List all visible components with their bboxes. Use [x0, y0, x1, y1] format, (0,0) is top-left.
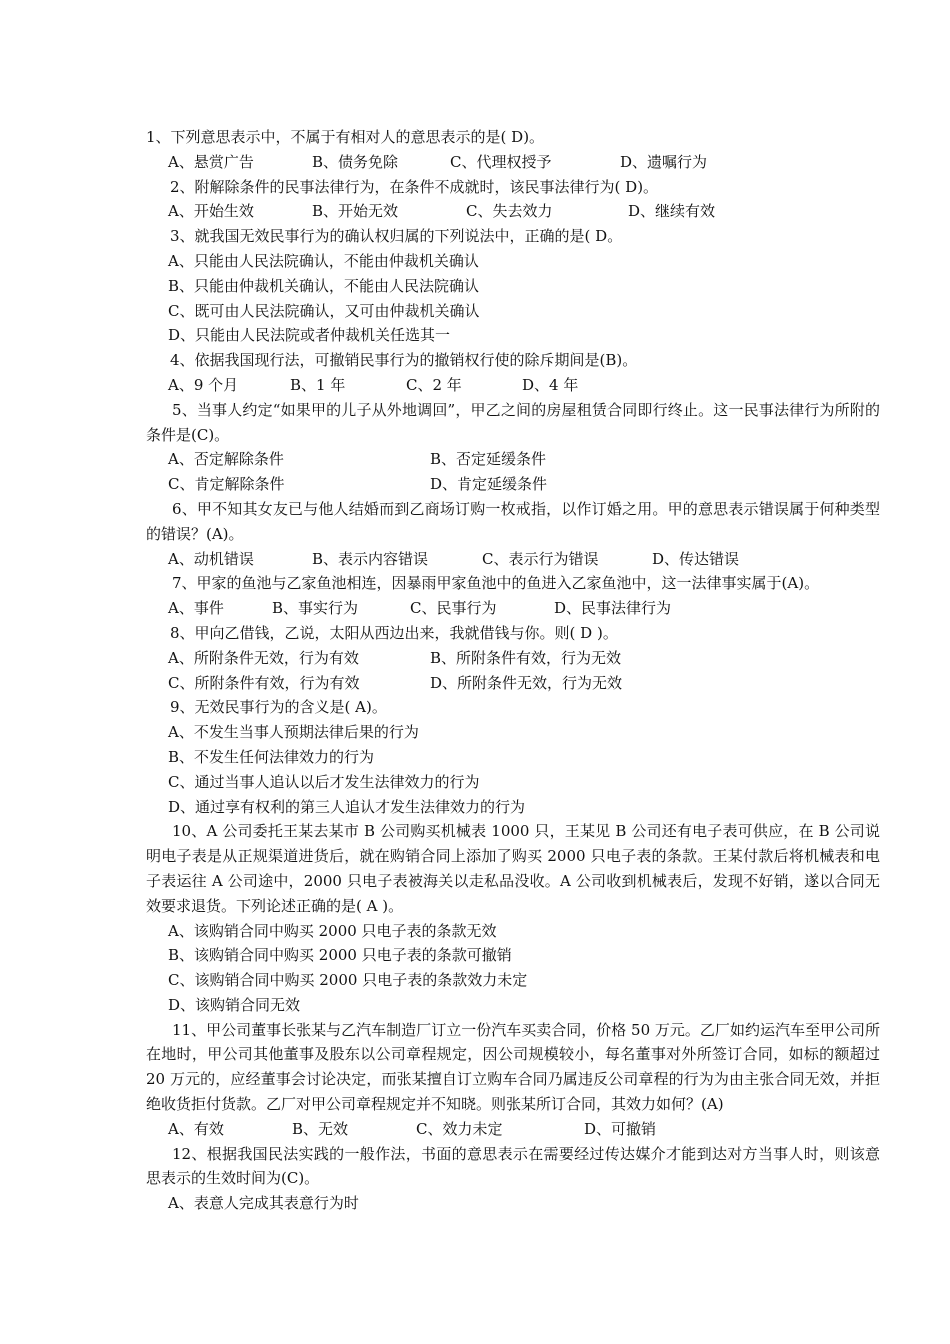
options-row-6	[146, 547, 880, 572]
option-d: D、4 年	[522, 375, 579, 394]
options-row-1	[146, 150, 880, 175]
option-c: C、2 年	[406, 375, 462, 394]
options-row-4	[146, 373, 880, 398]
option-c: C、该购销合同中购买 2000 只电子表的条款效力未定	[168, 971, 528, 990]
option-c: C、通过当事人追认以后才发生法律效力的行为	[168, 772, 480, 791]
option-b: B、表示内容错误	[312, 549, 429, 568]
option-a: A、开始生效	[168, 202, 254, 221]
option-a: A、动机错误	[168, 549, 254, 568]
option-c: C、表示行为错误	[482, 549, 599, 568]
option-a: A、所附条件无效，行为有效	[168, 648, 359, 667]
option-b: B、不发生任何法律效力的行为	[168, 747, 375, 766]
option-a: A、有效	[168, 1119, 224, 1138]
option-a: A、不发生当事人预期法律后果的行为	[168, 723, 419, 742]
options-row-5a	[146, 447, 880, 472]
options-row-11	[146, 1117, 880, 1142]
question-10: 10、A 公司委托王某去某市 B 公司购买机械表 1000 只，王某见 B 公司还有电子表可供应，在 B 公司说明电子表是从正规渠道进货后，就在购销合同上添加了购买 2000 只电子表的条款。王某付款后将机械表和电子表运往 A 公司途中，2000 只电子表被海关以走私品没收。A 公司收到机械表后，发现不好销，遂以合同无效要求退货。下列论述正确的是( A )。	[146, 822, 880, 915]
option-a: A、表意人完成其表意行为时	[168, 1194, 359, 1213]
option-d: D、遗嘱行为	[620, 152, 708, 171]
option-d: D、所附条件无效，行为无效	[430, 673, 623, 692]
option-c: C、既可由人民法院确认，又可由仲裁机关确认	[168, 301, 480, 320]
option-c: C、效力未定	[416, 1119, 503, 1138]
option-c: C、肯定解除条件	[168, 475, 285, 494]
options-row-8a	[146, 646, 880, 671]
question-12: 12、根据我国民法实践的一般作法，书面的意思表示在需要经过传达媒介才能到达对方当事人时，则该意思表示的生效时间为(C)。	[146, 1144, 880, 1188]
option-d: D、只能由人民法院或者仲裁机关任选其一	[168, 326, 451, 345]
question-9: 9、无效民事行为的含义是( A)。	[170, 698, 387, 717]
question-7: 7、甲家的鱼池与乙家鱼池相连，因暴雨甲家鱼池中的鱼进入乙家鱼池中，这一法律事实属于(A)。	[172, 574, 820, 593]
question-11: 11、甲公司董事长张某与乙汽车制造厂订立一份汽车买卖合同，价格 50 万元。乙厂如约运汽车至甲公司所在地时，甲公司其他董事及股东以公司章程规定，因公司规模较小，每名董事对外所签订合同，如标的额超过 20 万元的，应经董事会讨论决定，而张某擅自订立购车合同乃属违反公司章程的行为为由主张合同无效，并拒绝收货拒付货款。乙厂对甲公司章程规定并不知晓。则张某所订合同，其效力如何？(A)	[146, 1020, 880, 1114]
option-d: D、民事法律行为	[554, 599, 672, 618]
option-d: D、可撤销	[584, 1119, 657, 1138]
option-a: A、悬赏广告	[168, 152, 254, 171]
option-b: B、只能由仲裁机关确认，不能由人民法院确认	[168, 276, 480, 295]
options-row-2	[146, 199, 880, 224]
question-8: 8、甲向乙借钱，乙说，太阳从西边出来，我就借钱与你。则( D )。	[170, 623, 618, 642]
option-d: D、肯定延缓条件	[430, 475, 548, 494]
option-c: C、所附条件有效，行为有效	[168, 673, 360, 692]
question-2: 2、附解除条件的民事法律行为，在条件不成就时，该民事法律行为( D)。	[170, 177, 659, 196]
option-b: B、事实行为	[272, 599, 359, 618]
option-a: A、该购销合同中购买 2000 只电子表的条款无效	[168, 921, 497, 940]
options-row-5b	[146, 472, 880, 497]
option-b: B、1 年	[290, 375, 346, 394]
question-5: 5、当事人约定“如果甲的儿子从外地调回”，甲乙之间的房屋租赁合同即行终止。这一民事法律行为所附的条件是(C)。	[146, 400, 880, 444]
question-4: 4、依据我国现行法，可撤销民事行为的撤销权行使的除斥期间是(B)。	[170, 351, 638, 370]
options-row-8b	[146, 671, 880, 696]
option-d: D、传达错误	[652, 549, 740, 568]
option-d: D、该购销合同无效	[168, 995, 301, 1014]
option-d: D、通过享有权利的第三人追认才发生法律效力的行为	[168, 797, 526, 816]
option-b: B、无效	[292, 1119, 349, 1138]
option-b: B、否定延缓条件	[430, 450, 547, 469]
option-a: A、否定解除条件	[168, 450, 284, 469]
option-c: C、代理权授予	[450, 152, 552, 171]
option-c: C、失去效力	[466, 202, 553, 221]
option-a: A、只能由人民法院确认，不能由仲裁机关确认	[168, 251, 479, 270]
options-row-7	[146, 596, 880, 621]
question-1: 1、下列意思表示中，不属于有相对人的意思表示的是( D)。	[146, 128, 545, 146]
option-b: B、债务免除	[312, 152, 399, 171]
option-a: A、9 个月	[168, 375, 239, 394]
option-b: B、所附条件有效，行为无效	[430, 648, 622, 667]
option-d: D、继续有效	[628, 202, 716, 221]
option-a: A、事件	[168, 599, 224, 618]
option-b: B、该购销合同中购买 2000 只电子表的条款可撤销	[168, 946, 512, 965]
question-3: 3、就我国无效民事行为的确认权归属的下列说法中，正确的是( D。	[170, 227, 623, 246]
question-6: 6、甲不知其女友已与他人结婚而到乙商场订购一枚戒指，以作订婚之用。甲的意思表示错误属于何种类型的错误？(A)。	[146, 499, 880, 543]
option-c: C、民事行为	[410, 599, 497, 618]
option-b: B、开始无效	[312, 202, 399, 221]
